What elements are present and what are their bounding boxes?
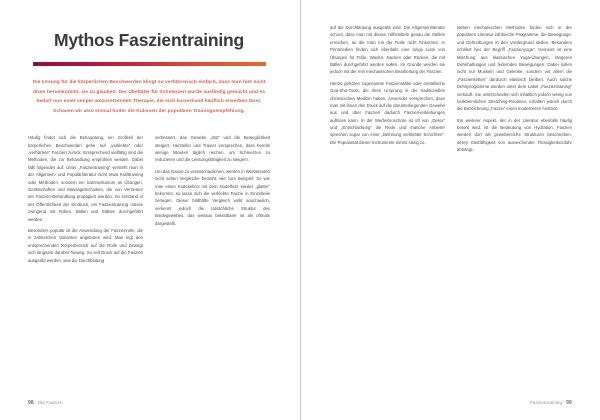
body-paragraph: Häufig findet sich die Behauptung, ein Großteil der körperlichen Beschwerden gehe auf „verklebte“ oder „verhärtete“ Faszien zurück. Entsprechend vielfältig sind die Methoden, die zur Behandlung empfohlen werden. Dabei fällt folgendes auf: Unter „Faszientraining“ versteht man in der Allgemein- und Populärliteratur nicht etwa Krafttraining oder Methoden, sondern ein Sammelsurium an Übungen, Gerätschaften und Massagetechniken, die von Vertretern der Faszien-Behandlung propagiert werden. So entstand in der Öffentlichkeit der Eindruck, ein Faszientraining müsse zwingend mit Rollen, Bällen und Stäben durchgeführt werden. bbox=[28, 135, 143, 222]
column-4 bbox=[457, 24, 572, 154]
column-2 bbox=[155, 134, 270, 264]
column-1 bbox=[28, 134, 143, 264]
body-paragraph: Hierzu gehören sogenannte Faszienstäbe oder metallische Gua-Sha-Tools, die ihren Ursprung in der traditionellen chinesischen Medizin haben. Anwender versprechen, dass man mit ihnen den Druck auf die darunterliegenden Gewebe aus und über Faszien dadurch Faszienverklebungen auflösen kann. In der Werbebroschüre ist oft von „Detox“ und „Entschlackung“ die Rede und manche Anbieter sprechen sogar von einer „Befreiung verklebter Schichten“. Die Popularität dieser Instrumente nimmt stetig zu. bbox=[330, 80, 445, 145]
body-paragraph: Ein weiterer Aspekt, der in der Literatur ebenfalls häufig betont wird, ist die Bedeutung von Hydration. Faszien werden dort als gewebereiche Strukturen beschrieben, deren Gleitfähigkeit von ausreichender Flüssigkeitszufuhr abhängt. bbox=[457, 117, 572, 153]
body-paragraph: Besonders populär ist die Anwendung der Faszienrolle, die in zahlreichen Varianten angeboten wird. Man legt den entsprechenden Körperbereich auf die Rolle und bewegt sich langsam darüber hinweg. So soll Druck auf die Faszien ausgeübt werden, was die Durchblutung bbox=[28, 227, 143, 263]
body-paragraph: auf die Durchblutung ausgeübt wird. Die Allgemeinliteratur schont, dass man mit diesen Hilfsmitteln genau die Stellen erreichen, an die man mit der Rolle nicht hinkommt. In Printmedien finden sich ebenfalls eine lange Liste von Übungen für Füße, Waden, Nacken oder Rücken, die mit Bällen durchgeführt werden sollen. Im Grunde werden sie jedoch mit der rein mechanischen Bearbeitung der Faszien. bbox=[330, 25, 445, 75]
page-number: 99 bbox=[566, 400, 572, 406]
body-paragraph: Neben mechanischen Methoden finden sich in der populären Literatur zahlreiche Programme, die Bewegungs- und Dehnübungen in den Vordergrund stellen. Besonders schillert hier der Begriff „Faszienyoga“. Gemeint ist eine Mischung aus klassischen Yoga-Übungen, längeren Dehnhaltungen und federnden Bewegungen. Dabei sollen nicht nur Muskeln und Gelenke, sondern vor allem die „Faszienketten“ dardurch elastisch bleiben. Auch solche Dehnprogramme werden unter dem Label „Faszientraining“ verkauft. Sie unterscheiden sich inhaltlich jedoch wenig von herkömmlichen Stretching-Routinen, erhalten jedoch durch die Bezeichnung „Faszie“ einen moderneren Anstrich. bbox=[457, 25, 572, 112]
left-body-columns bbox=[28, 134, 270, 264]
right-body-columns bbox=[330, 24, 572, 154]
right-page bbox=[300, 0, 600, 420]
page-title: Mythos Faszientraining bbox=[53, 30, 245, 50]
footer-label: Faszientraining bbox=[530, 400, 563, 405]
footer-label: Die Faszien bbox=[37, 400, 63, 405]
column-3 bbox=[330, 24, 445, 154]
page-number: 98 bbox=[28, 400, 34, 406]
gradient-rule bbox=[33, 62, 266, 66]
body-paragraph: verbessert, das Gewebe „löst“ und die Beweglichkeit steigert. Hersteller und Trainer versprechen, dass bereits wenige Minuten täglich reichen, um Schmerzen zu reduzieren und die Leistungsfähigkeit zu steigern. bbox=[155, 135, 270, 163]
lead-paragraph: Die Lösung für die körperlichen Beschwerden klingt so verführerisch einfach, dass man fast nicht drum herumkommt, sie zu glauben: Der Übeltäter für Schmerzen wurde ausfindig gemacht und es bedarf nun einer simpel umzusetzenden Therapie, die sich kurzerhand käuflich erwerben lässt. Schauen wir also einmal hinter die Kulissen der populären Trainingsempfehlung. bbox=[32, 80, 266, 114]
left-page-footer bbox=[28, 400, 63, 406]
body-paragraph: Um das Ganze zu veranschaulichen, werden in Werbetexten nicht selten Vergleiche bemüht, wie zum Beispiel: So wie man einen Knäckebrot mit dem Nudelholz wieder „glatter“ bekommt, so lasse sich die verklebte Faszie in Einzelteile zerlegen. Dieser bildhafte Vergleich wirkt anschaulich, verkennt jedoch die tatsächliche Struktur des Bindegewebes, das weitaus belastbarer ist als oftmals dargestellt. bbox=[155, 168, 270, 226]
right-page-footer bbox=[530, 400, 572, 406]
